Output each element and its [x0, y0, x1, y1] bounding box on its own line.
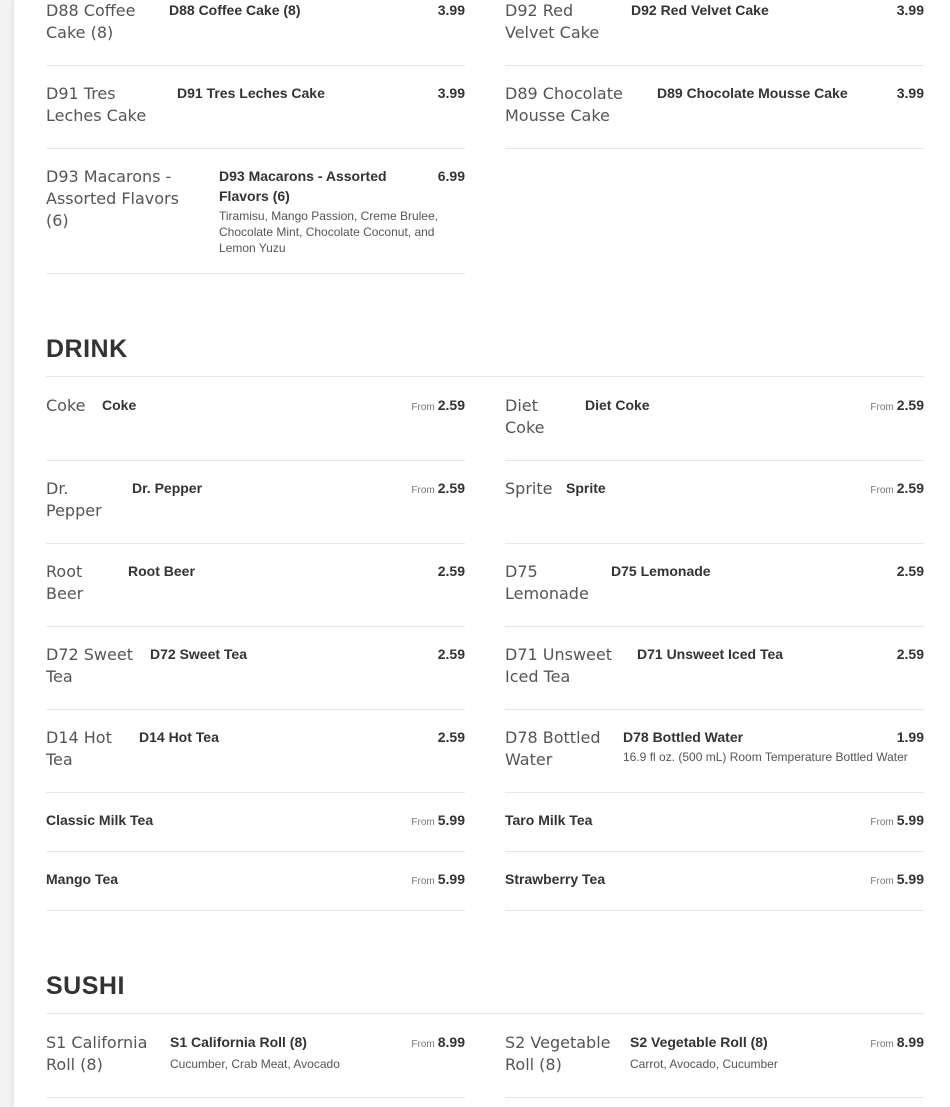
price-value: 5.99	[896, 812, 924, 828]
item-name: D89 Chocolate Mousse Cake	[657, 85, 848, 101]
item-price: 2.59	[437, 646, 465, 662]
menu-item-s2-vegetable-roll[interactable]	[505, 1032, 924, 1098]
item-image: D93 Macarons - Assorted Flavors (6)	[46, 167, 179, 230]
item-description: Carrot, Avocado, Cucumber	[630, 1057, 778, 1071]
item-name: Taro Milk Tea	[505, 812, 593, 828]
menu-item-s1-california-roll[interactable]	[46, 1032, 465, 1098]
item-price: 6.99	[437, 168, 465, 184]
price-value: 2.59	[437, 480, 465, 496]
item-price	[411, 1032, 465, 1055]
item-price	[411, 869, 465, 892]
item-image: D78 Bottled Water	[505, 728, 601, 769]
menu-item-coke[interactable]	[46, 395, 465, 461]
item-name: D92 Red Velvet Cake	[631, 2, 769, 18]
item-name: Strawberry Tea	[505, 871, 606, 887]
item-image: D75 Lemonade	[505, 562, 589, 603]
item-image: D91 Tres Leches Cake	[46, 84, 147, 125]
item-name: D14 Hot Tea	[139, 729, 219, 745]
item-price: 2.59	[437, 729, 465, 745]
from-label: From	[870, 817, 894, 828]
price-value: 5.99	[437, 812, 465, 828]
item-price	[870, 395, 924, 418]
item-name: D78 Bottled Water	[623, 729, 744, 745]
menu-item-diet-coke[interactable]	[505, 395, 924, 461]
item-name: Dr. Pepper	[132, 480, 203, 496]
menu-item-d89-chocolate-mousse-cake[interactable]	[505, 83, 924, 149]
item-name: S1 California Roll (8)	[170, 1034, 307, 1050]
menu-item-root-beer[interactable]	[46, 561, 465, 627]
section-divider	[46, 1013, 924, 1014]
item-description: 16.9 fl oz. (500 mL) Room Temperature Bottled Water	[623, 750, 908, 764]
item-image: D71 Unsweet Iced Tea	[505, 645, 612, 686]
from-label: From	[870, 1039, 894, 1050]
menu-item-strawberry-tea[interactable]	[505, 869, 924, 911]
item-name: Diet Coke	[585, 397, 650, 413]
menu-item-d93-macarons[interactable]	[46, 166, 465, 274]
item-image: Coke	[46, 396, 86, 415]
from-label: From	[870, 485, 894, 496]
item-name: S2 Vegetable Roll (8)	[630, 1034, 768, 1050]
price-value: 5.99	[896, 871, 924, 887]
item-name: D75 Lemonade	[611, 563, 711, 579]
menu-item-d91-tres-leches-cake[interactable]	[46, 83, 465, 149]
item-price	[870, 1032, 924, 1055]
item-description: Tiramisu, Mango Passion, Creme Brulee, Chocolate Mint, Chocolate Coconut, and Lemon Yuzu	[219, 209, 438, 255]
from-label: From	[411, 876, 435, 887]
menu-item-d92-red-velvet-cake[interactable]	[505, 0, 924, 66]
item-price	[870, 478, 924, 501]
price-value: 5.99	[437, 871, 465, 887]
item-price: 3.99	[896, 85, 924, 101]
price-value: 2.59	[896, 397, 924, 413]
item-price	[411, 395, 465, 418]
item-name: Sprite	[566, 480, 606, 496]
item-name: Coke	[102, 397, 137, 413]
from-label: From	[411, 402, 435, 413]
item-price	[870, 810, 924, 833]
item-image: D92 Red Velvet Cake	[505, 1, 600, 42]
menu-item-d78-bottled-water[interactable]	[505, 727, 924, 793]
item-name: Classic Milk Tea	[46, 812, 154, 828]
item-name: Mango Tea	[46, 871, 119, 887]
item-price: 2.59	[896, 563, 924, 579]
from-label: From	[411, 817, 435, 828]
menu-item-d72-sweet-tea[interactable]	[46, 644, 465, 710]
item-price: 3.99	[437, 85, 465, 101]
menu-item-d71-unsweet-iced-tea[interactable]	[505, 644, 924, 710]
item-price	[411, 478, 465, 501]
from-label: From	[870, 876, 894, 887]
menu-item-taro-milk-tea[interactable]	[505, 810, 924, 852]
menu-item-sprite[interactable]	[505, 478, 924, 544]
item-image: Sprite	[505, 479, 553, 498]
item-price: 2.59	[896, 646, 924, 662]
section-divider	[46, 376, 924, 377]
item-image: S1 California Roll (8)	[46, 1033, 148, 1074]
item-name: D71 Unsweet Iced Tea	[637, 646, 784, 662]
item-price: 3.99	[896, 2, 924, 18]
from-label: From	[870, 402, 894, 413]
from-label: From	[411, 485, 435, 496]
item-image: Root Beer	[46, 562, 84, 603]
item-name: D72 Sweet Tea	[150, 646, 248, 662]
item-image: D88 Coffee Cake (8)	[46, 1, 136, 42]
item-image: S2 Vegetable Roll (8)	[505, 1033, 611, 1074]
price-value: 2.59	[896, 480, 924, 496]
item-image: D72 Sweet Tea	[46, 645, 133, 686]
from-label: From	[411, 1039, 435, 1050]
item-name: Root Beer	[128, 563, 195, 579]
price-value: 8.99	[896, 1034, 924, 1050]
menu-item-dr-pepper[interactable]	[46, 478, 465, 544]
item-image: D14 Hot Tea	[46, 728, 112, 769]
item-name: D91 Tres Leches Cake	[177, 85, 325, 101]
section-title-sushi: SUSHI	[46, 972, 125, 1000]
menu-item-d88-coffee-cake[interactable]	[46, 0, 465, 66]
menu-item-mango-tea[interactable]	[46, 869, 465, 911]
item-image: Diet Coke	[505, 396, 545, 437]
item-price: 3.99	[437, 2, 465, 18]
price-value: 2.59	[437, 397, 465, 413]
item-image: Dr. Pepper	[46, 479, 102, 520]
section-title-drink: DRINK	[46, 335, 128, 363]
menu-item-d14-hot-tea[interactable]	[46, 727, 465, 793]
item-name: D93 Macarons - Assorted Flavors (6)	[219, 168, 387, 204]
item-price	[411, 810, 465, 833]
menu-item-classic-milk-tea[interactable]	[46, 810, 465, 852]
item-description: Cucumber, Crab Meat, Avocado	[170, 1057, 340, 1071]
item-price: 2.59	[437, 563, 465, 579]
item-name: D88 Coffee Cake (8)	[169, 2, 301, 18]
item-image: D89 Chocolate Mousse Cake	[505, 84, 623, 125]
price-value: 8.99	[437, 1034, 465, 1050]
item-price	[870, 869, 924, 892]
item-price: 1.99	[896, 729, 924, 745]
menu-item-d75-lemonade[interactable]	[505, 561, 924, 627]
